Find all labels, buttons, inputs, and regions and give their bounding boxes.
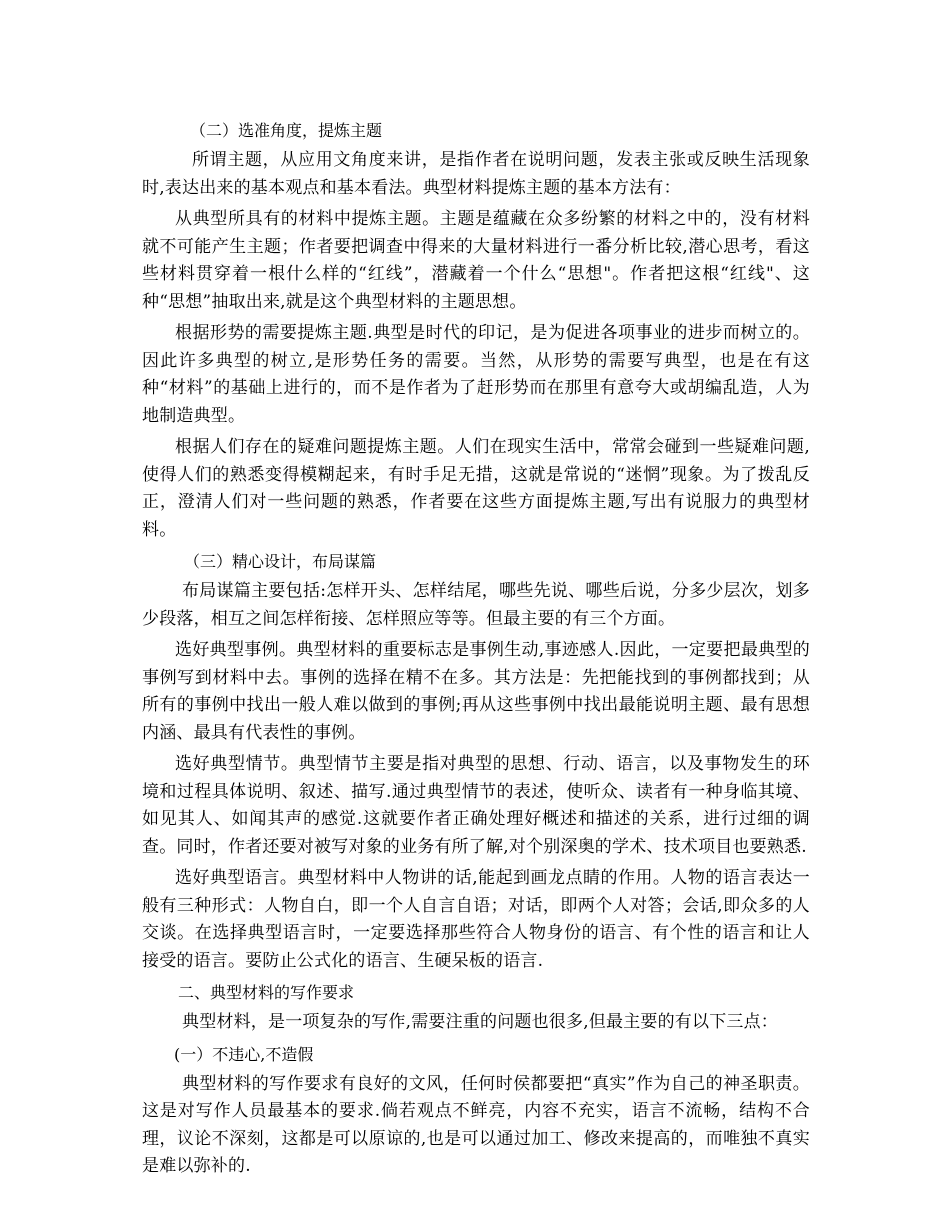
paragraph-truthfulness: 典型材料的写作要求有良好的文风，任何时侯都要把“真实”作为自己的神圣职责。这是对写作人员最基本的要求.倘若观点不鲜亮，内容不充实，语言不流畅，结构不合理，议论不深刻，这都是可以原谅的,也是可以通过加工、修改来提高的，而唯独不真实是难以弥补的. xyxy=(142,1073,810,1176)
paragraph-theme-from-problems: 根据人们存在的疑难问题提炼主题。人们在现实生活中，常常会碰到一些疑难问题,使得人们的熟悉变得模糊起来，有时手足无措，这就是常说的“迷惘”现象。为了拨乱反正，澄清人们对一些问题的熟悉，作者要在这些方面提炼主题,写出有说服力的典型材料。 xyxy=(142,437,810,540)
paragraph-theme-from-material: 从典型所具有的材料中提炼主题。主题是蕴藏在众多纷繁的材料之中的，没有材料就不可能产生主题；作者要把调查中得来的大量材料进行一番分析比较,潜心思考，看这些材料贯穿着一根什么样的“红线”，潜藏着一个什么“思想"。作者把这根“红线"、这种“思想”抽取出来,就是这个典型材料的主题思想。 xyxy=(142,209,810,312)
paragraph-theme-from-situation: 根据形势的需要提炼主题.典型是时代的印记，是为促进各项事业的进步而树立的。因此许多典型的树立,是形势任务的需要。当然，从形势的需要写典型，也是在有这种“材料”的基础上进行的，而不是作者为了赶形势而在那里有意夸大或胡编乱造，人为地制造典型。 xyxy=(142,323,810,426)
paragraph-typical-plots: 选好典型情节。典型情节主要是指对典型的思想、行动、语言，以及事物发生的环境和过程具体说明、叙述、描写.通过典型情节的表述，使听众、读者有一种身临其境、如见其人、如闻其声的感觉.这就要作者正确处理好概述和描述的关系，进行过细的调查。同时，作者还要对被写对象的业务有所了解,对个别深奥的学术、技术项目也要熟悉. xyxy=(142,754,810,857)
paragraph-layout-intro: 布局谋篇主要包括:怎样开头、怎样结尾，哪些先说、哪些后说，分多少层次，划多少段落，相互之间怎样衔接、怎样照应等等。但最主要的有三个方面。 xyxy=(142,581,810,629)
section-heading-2: （二）选准角度，提炼主题 xyxy=(190,121,383,140)
paragraph-typical-language: 选好典型语言。典型材料中人物讲的话,能起到画龙点睛的作用。人物的语言表达一般有三种形式：人物自白，即一个人自言自语；对话，即两个人对答；会话,即众多的人交谈。在选择典型语言时，一定要选择那些符合人物身份的语言、有个性的语言和让人接受的语言。要防止公式化的语言、生硬呆板的语言. xyxy=(142,868,810,971)
section-heading-requirements: 二、典型材料的写作要求 xyxy=(178,983,355,1002)
document-page xyxy=(142,117,810,1185)
section-heading-3: （三）精心设计，布局谋篇 xyxy=(184,552,377,571)
paragraph-theme-definition: 所谓主题，从应用文角度来讲，是指作者在说明问题，发表主张或反映生活现象时,表达出来的基本观点和基本看法。典型材料提炼主题的基本方法有： xyxy=(142,150,810,198)
paragraph-requirements-intro: 典型材料，是一项复杂的写作,需要注重的问题也很多,但最主要的有以下三点： xyxy=(182,1012,779,1032)
paragraph-typical-cases: 选好典型事例。典型材料的重要标志是事例生动,事迹感人.因此，一定要把最典型的事例写到材料中去。事例的选择在精不在多。其方法是：先把能找到的事例都找到；从所有的事例中找出一般人难以做到的事例;再从这些事例中找出最能说明主题、最有思想内涵、最具有代表性的事例。 xyxy=(142,640,810,743)
section-heading-no-fabrication: (一）不违心,不造假 xyxy=(174,1044,314,1064)
